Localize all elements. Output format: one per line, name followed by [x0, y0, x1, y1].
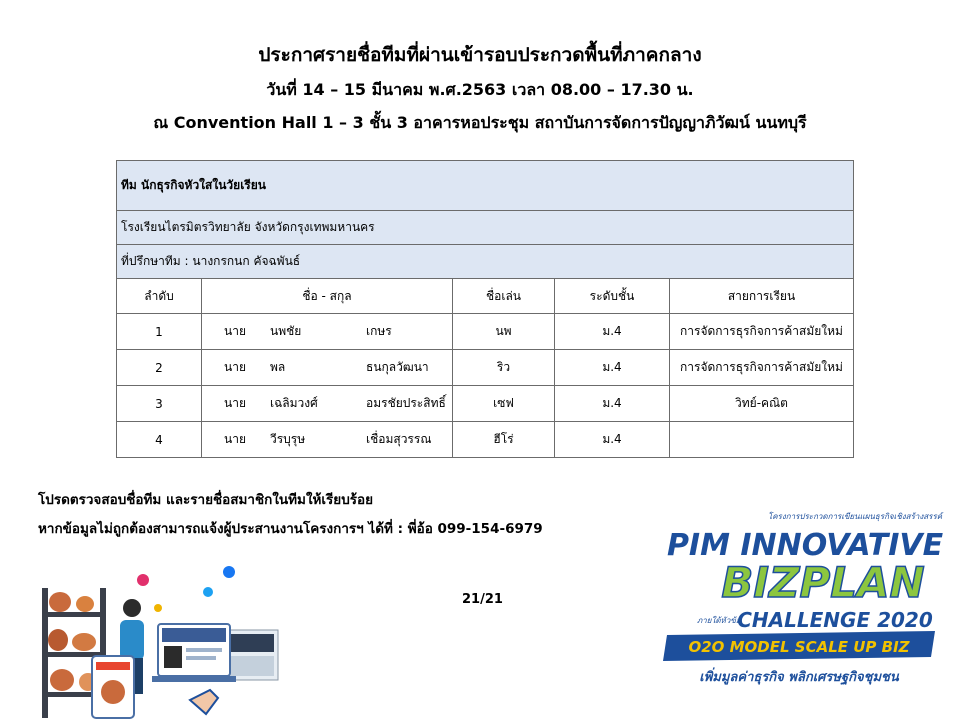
col-header-no: ลำดับ	[117, 279, 202, 314]
member-nickname: นพ	[453, 314, 555, 350]
col-header-program: สายการเรียน	[670, 279, 854, 314]
member-name	[202, 386, 453, 422]
member-name	[202, 314, 453, 350]
col-header-name: ชื่อ - สกุล	[202, 279, 453, 314]
member-first-name: วีรบุรุษ	[270, 432, 306, 446]
table-row	[117, 350, 854, 386]
member-no: 1	[117, 314, 202, 350]
logo-line3: CHALLENGE 2020	[737, 608, 933, 632]
table-row	[117, 386, 854, 422]
online-shop-illustration	[40, 560, 280, 720]
team-school: โรงเรียนไตรมิตรวิทยาลัย จังหวัดกรุงเทพมหานคร	[117, 211, 854, 245]
page-title: ประกาศรายชื่อทีมที่ผ่านเข้ารอบประกวดพื้นที่ภาคกลาง	[258, 44, 702, 66]
logo-line4: O2O MODEL SCALE UP BIZ	[688, 638, 910, 656]
member-last-name: ธนกุลวัฒนา	[366, 360, 429, 374]
logo-tagline: โครงการประกวดการเขียนแผนธุรกิจเชิงสร้างสรรค์	[767, 512, 943, 521]
member-name	[202, 350, 453, 386]
col-header-level: ระดับชั้น	[555, 279, 670, 314]
table-row	[117, 314, 854, 350]
member-last-name: เกษร	[366, 324, 392, 338]
col-header-nickname: ชื่อเล่น	[453, 279, 555, 314]
member-level: ม.4	[555, 422, 670, 458]
pointing-hand-icon	[190, 690, 218, 714]
event-venue: ณ Convention Hall 1 – 3 ชั้น 3 อาคารหอประชุม สถาบันการจัดการปัญญาภิวัฒน์ นนทบุรี	[153, 113, 807, 132]
member-level: ม.4	[555, 350, 670, 386]
logo-line2: BIZPLAN	[721, 558, 925, 607]
member-first-name: เฉลิมวงศ์	[270, 396, 318, 410]
member-level: ม.4	[555, 314, 670, 350]
table-row	[117, 422, 854, 458]
member-nickname: เซฟ	[453, 386, 555, 422]
note-contact: หากข้อมูลไม่ถูกต้องสามารถแจ้งผู้ประสานงานโครงการฯ ได้ที่ : พี่อ้อ 099-154-6979	[38, 521, 543, 537]
member-no: 4	[117, 422, 202, 458]
logo-line5: เพิ่มมูลค่าธุรกิจ พลิกเศรษฐกิจชุมชน	[699, 670, 899, 685]
member-first-name: นพชัย	[270, 324, 302, 338]
social-media-icons	[137, 566, 235, 612]
logo-sub: ภายใต้หัวข้อ	[697, 616, 741, 625]
member-last-name: เชื่อมสุวรรณ	[366, 432, 432, 446]
member-no: 3	[117, 386, 202, 422]
member-title: นาย	[224, 324, 246, 338]
member-first-name: พล	[270, 360, 286, 374]
table-header-row	[117, 279, 854, 314]
member-nickname: ฮีโร่	[453, 422, 555, 458]
member-title: นาย	[224, 396, 246, 410]
member-nickname: ริว	[453, 350, 555, 386]
note-check-names: โปรดตรวจสอบชื่อทีม และรายชื่อสมาชิกในทีมให้เรียบร้อย	[38, 492, 374, 508]
member-program: การจัดการธุรกิจการค้าสมัยใหม่	[670, 314, 854, 350]
team-table	[116, 160, 854, 458]
member-title: นาย	[224, 432, 246, 446]
phone-shop-icon	[92, 656, 134, 718]
event-date: วันที่ 14 – 15 มีนาคม พ.ศ.2563 เวลา 08.00 – 17.30 น.	[266, 80, 694, 99]
member-level: ม.4	[555, 386, 670, 422]
logo-line1: PIM INNOVATIVE	[666, 528, 944, 563]
team-name: ทีม นักธุรกิจหัวใสในวัยเรียน	[117, 161, 854, 211]
member-title: นาย	[224, 360, 246, 374]
member-program: การจัดการธุรกิจการค้าสมัยใหม่	[670, 350, 854, 386]
page-number: 21/21	[462, 592, 503, 607]
member-name	[202, 422, 453, 458]
member-program: วิทย์-คณิต	[670, 386, 854, 422]
member-last-name: อมรชัยประสิทธิ์	[366, 396, 446, 410]
team-advisor: ที่ปรึกษาทีม : นางกรกนก คัจฉพันธ์	[117, 245, 854, 279]
laptop-icon	[152, 624, 236, 682]
member-program	[670, 422, 854, 458]
pim-bizplan-logo	[645, 505, 950, 695]
member-no: 2	[117, 350, 202, 386]
